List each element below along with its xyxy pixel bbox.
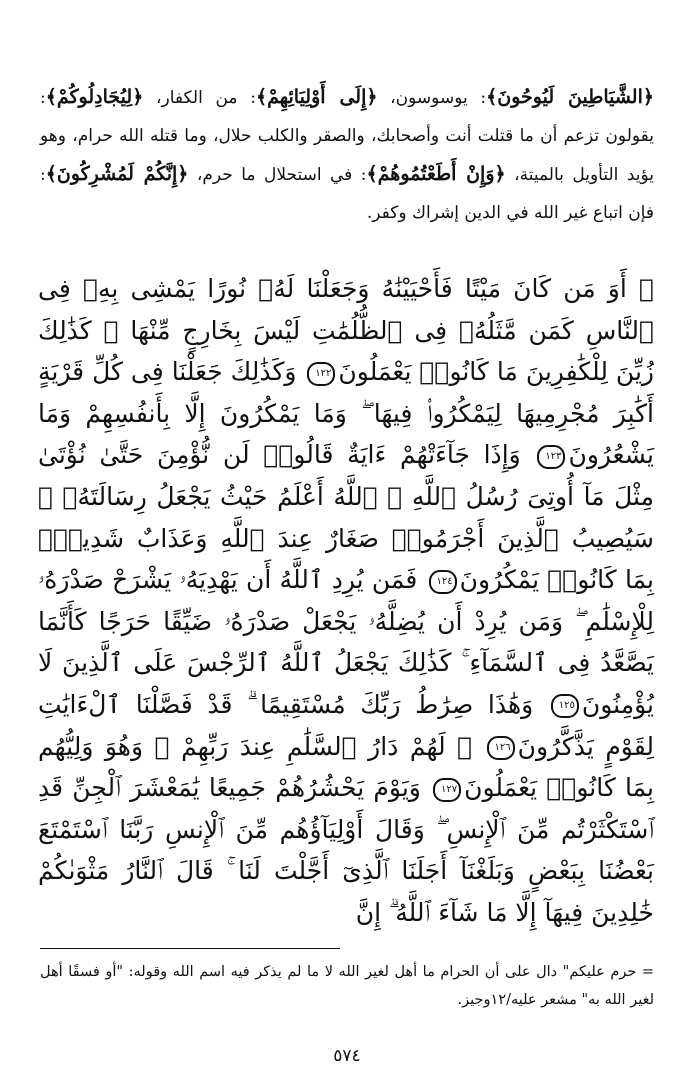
commentary-text-run: : يقولون تزعم أن ما قتلت أنت وأصحابك، والصقر والكلب حلال، وما قتله الله حرام، وهو يؤيد التأويل بالميتة، — [40, 88, 655, 185]
commentary-quoted-phrase: ﴿وَإِنْ أَطَعْتُمُوهُمْ﴾ — [366, 163, 506, 185]
footnote-divider — [40, 948, 340, 949]
commentary-text-run: : في استحلال ما حرم، — [188, 165, 367, 185]
ayah-number-marker: ١٢٤ — [429, 570, 457, 594]
page-number: ٥٧٤ — [333, 1046, 361, 1066]
quran-text-run: وَيَوْمَ يَحْشُرُهُمْ جَمِيعًا يَٰمَعْشَرَ ٱلْجِنِّ قَدِ ٱسْتَكْثَرْتُم مِّنَ ٱلْإِنسِ ۖ وَقَالَ أَوْلِيَآؤُهُم مِّنَ ٱلْإِنسِ رَبَّنَا ٱسْتَمْتَعَ بَعْضُنَا بِبَعْضٍ وَبَلَغْنَآ أَجَلَنَا ٱلَّذِىٓ أَجَّلْتَ لَنَا ۚ قَالَ ٱلنَّارُ مَثْوَىٰكُمْ خَٰلِدِينَ فِيهَآ إِلَّا مَا شَآءَ ٱللَّهُ ۗ إِنَّ — [38, 773, 654, 927]
commentary-text-run: : فإن اتباع غير الله في الدين إشراك وكفر. — [40, 165, 654, 223]
quran-text-run: وَإِذَا جَآءَتْهُمْ ءَايَةٌ قَالُوا۟ لَن نُّؤْمِنَ حَتَّىٰ نُؤْتَىٰ مِثْلَ مَآ أُوتِىَ رُسُلُ ٱللَّهِ ۘ ٱللَّهُ أَعْلَمُ حَيْثُ يَجْعَلُ رِسَالَتَهُۥ ۗ سَيُصِيبُ ٱلَّذِينَ أَجْرَمُوا۟ صَغَارٌ عِندَ ٱللَّهِ وَعَذَابٌ شَدِيدٌۢ بِمَا كَانُوا۟ يَمْكُرُونَ — [38, 440, 654, 595]
commentary-quoted-phrase: ﴿الشَّيَاطِينَ لَيُوحُونَ﴾ — [486, 86, 654, 108]
ayah-number-marker: ١٢٥ — [551, 694, 579, 718]
commentary-text-run: : من الكفار، — [143, 88, 256, 108]
commentary-quoted-phrase: ﴿لِيُجَادِلُوكُمْ﴾ — [45, 86, 144, 108]
ayah-number-marker: ١٢٢ — [307, 362, 335, 386]
quran-verses — [38, 268, 654, 934]
quran-text-run: فَمَن يُرِدِ ٱللَّهُ أَن يَهْدِيَهُۥ يَشْرَحْ صَدْرَهُۥ لِلْإِسْلَٰمِ ۖ وَمَن يُرِدْ أَن يُضِلَّهُۥ يَجْعَلْ صَدْرَهُۥ ضَيِّقًا حَرَجًا كَأَنَّمَا يَصَّعَّدُ فِى ٱلسَّمَآءِ ۚ كَذَٰلِكَ يَجْعَلُ ٱللَّهُ ٱلرِّجْسَ عَلَى ٱلَّذِينَ لَا يُؤْمِنُونَ — [38, 565, 654, 719]
commentary-quoted-phrase: ﴿إِلَى أَوْلِيَائِهِمْ﴾ — [255, 86, 378, 108]
quran-text-run: وَهَٰذَا صِرَٰطُ رَبِّكَ مُسْتَقِيمًا ۗ قَدْ فَصَّلْنَا ٱلْءَايَٰتِ لِقَوْمٍ يَذَّكَّرُونَ — [38, 689, 654, 761]
quran-text-run: وَكَذَٰلِكَ جَعَلْنَا فِى كُلِّ قَرْيَةٍ أَكَٰبِرَ مُجْرِمِيهَا لِيَمْكُرُوا۟ فِيهَا ۖ وَمَا يَمْكُرُونَ إِلَّا بِأَنفُسِهِمْ وَمَا يَشْعُرُونَ — [38, 357, 654, 470]
ayah-number-marker: ١٢٧ — [433, 778, 461, 802]
commentary-paragraph — [40, 78, 654, 232]
ayah-number-marker: ١٢٦ — [487, 736, 515, 760]
footnote: = حرم عليكم" دال على أن الحرام ما أهل لغير الله لا ما لم يذكر فيه اسم الله وقوله: "أو فسقًا أهل لغير الله به" مشعر عليه/١٢وجيز. — [40, 964, 654, 1008]
commentary-text-run: : يوسوسون، — [377, 88, 487, 108]
ayah-number-marker: ١٢٣ — [537, 445, 565, 469]
quran-text-run: ﴿ أَوَ مَن كَانَ مَيْتًا فَأَحْيَيْنَٰهُ وَجَعَلْنَا لَهُۥ نُورًا يَمْشِى بِهِۦ فِى ٱلنَّاسِ كَمَن مَّثَلُهُۥ فِى ٱلظُّلُمَٰتِ لَيْسَ بِخَارِجٍ مِّنْهَا ۚ كَذَٰلِكَ زُيِّنَ لِلْكَٰفِرِينَ مَا كَانُوا۟ يَعْمَلُونَ — [38, 274, 654, 387]
commentary-quoted-phrase: ﴿إِنَّكُمْ لَمُشْرِكُونَ﴾ — [45, 163, 189, 185]
quran-text-run: ۞ لَهُمْ دَارُ ٱلسَّلَٰمِ عِندَ رَبِّهِمْ ۖ وَهُوَ وَلِيُّهُم بِمَا كَانُوا۟ يَعْمَلُونَ — [38, 731, 654, 803]
